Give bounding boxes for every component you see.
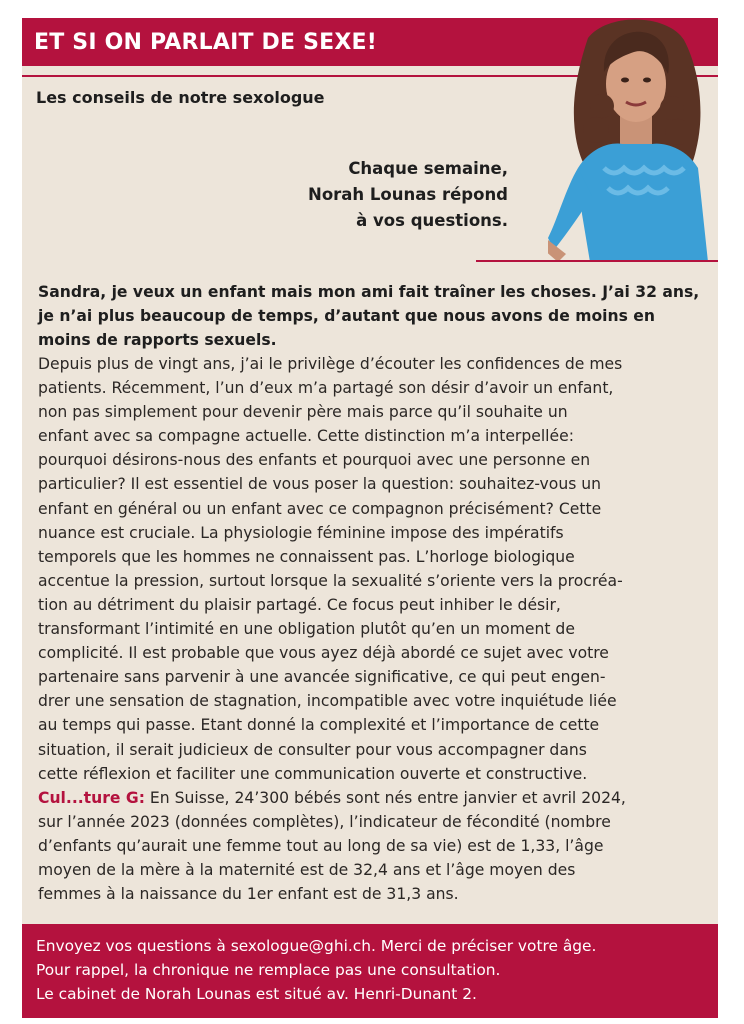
culture-first-line: En Suisse, 24’300 bébés sont nés entre janvier et avril 2024,: [144, 788, 626, 807]
intro-line: Chaque semaine,: [348, 159, 508, 178]
footer-line: Pour rappel, la chronique ne remplace pas une consultation.: [36, 961, 501, 979]
footer-box: [22, 924, 718, 1018]
answer-line: particulier? Il est essentiel de vous poser la question: souhaitez-vous un: [38, 475, 602, 494]
person-photo-icon: [548, 18, 718, 262]
answer-line: partenaire sans parvenir à une avancée significative, ce qui peut engen-: [38, 668, 606, 687]
footer-line: Envoyez vos questions à sexologue@ghi.ch. Merci de préciser votre âge.: [36, 937, 597, 955]
answer-line: drer une sensation de stagnation, incompatible avec votre inquiétude liée: [38, 692, 617, 711]
intro-line: Norah Lounas répond: [308, 185, 508, 204]
answer-line: complicité. Il est probable que vous ayez déjà abordé ce sujet avec votre: [38, 644, 609, 663]
answer-line: patients. Récemment, l’un d’eux m’a partagé son désir d’avoir un enfant,: [38, 379, 614, 398]
answer-line: transformant l’intimité en une obligation plutôt qu’en un moment de: [38, 620, 575, 639]
footer-line: Le cabinet de Norah Lounas est situé av. Henri-Dunant 2.: [36, 985, 477, 1003]
answer-line: cette réflexion et faciliter une communication ouverte et constructive.: [38, 764, 588, 783]
culture-line: d’enfants qu’aurait une femme tout au long de sa vie) est de 1,33, l’âge: [38, 836, 604, 855]
culture-line: femmes à la naissance du 1er enfant est de 31,3 ans.: [38, 885, 459, 904]
column-subtitle: Les conseils de notre sexologue: [36, 88, 325, 107]
answer-line: enfant en général ou un enfant avec ce compagnon précisément? Cette: [38, 499, 602, 518]
answer-text: [38, 352, 714, 906]
intro-line: à vos questions.: [356, 211, 508, 230]
answer-line: accentue la pression, surtout lorsque la sexualité s’oriente vers la procréa-: [38, 571, 623, 590]
culture-line: [38, 786, 714, 810]
answer-line: enfant avec sa compagne actuelle. Cette distinction m’a interpellée:: [38, 427, 574, 446]
answer-line: situation, il serait judicieux de consulter pour vous accompagner dans: [38, 740, 587, 759]
culture-label: Cul...ture G:: [38, 788, 145, 807]
answer-line: au temps qui passe. Etant donné la complexité et l’importance de cette: [38, 716, 600, 735]
portrait-divider: [476, 260, 718, 262]
article-card: [22, 18, 718, 1018]
answer-line: nuance est cruciale. La physiologie féminine impose des impératifs: [38, 523, 564, 542]
answer-line: Depuis plus de vingt ans, j’ai le privilège d’écouter les confidences de mes: [38, 355, 623, 373]
column-title: ET SI ON PARLAIT DE SEXE!: [22, 18, 718, 66]
answer-line: pourquoi désirons-nous des enfants et pourquoi avec une personne en: [38, 451, 591, 470]
answer-line: temporels que les hommes ne connaissent pas. L’horloge biologique: [38, 547, 575, 566]
culture-line: moyen de la mère à la maternité est de 32,4 ans et l’âge moyen des: [38, 860, 576, 879]
culture-line: sur l’année 2023 (données complètes), l’indicateur de fécondité (nombre: [38, 812, 611, 831]
answer-line: non pas simplement pour devenir père mais parce qu’il souhaite un: [38, 403, 568, 422]
answer-line: tion au détriment du plaisir partagé. Ce focus peut inhiber le désir,: [38, 595, 561, 614]
reader-question: Sandra, je veux un enfant mais mon ami fait traîner les choses. J’ai 32 ans, je n’ai plus beaucoup de temps, d’autant que nous avons de moins en moins de rapports sexuels.: [38, 283, 700, 349]
intro-text: [308, 156, 508, 234]
